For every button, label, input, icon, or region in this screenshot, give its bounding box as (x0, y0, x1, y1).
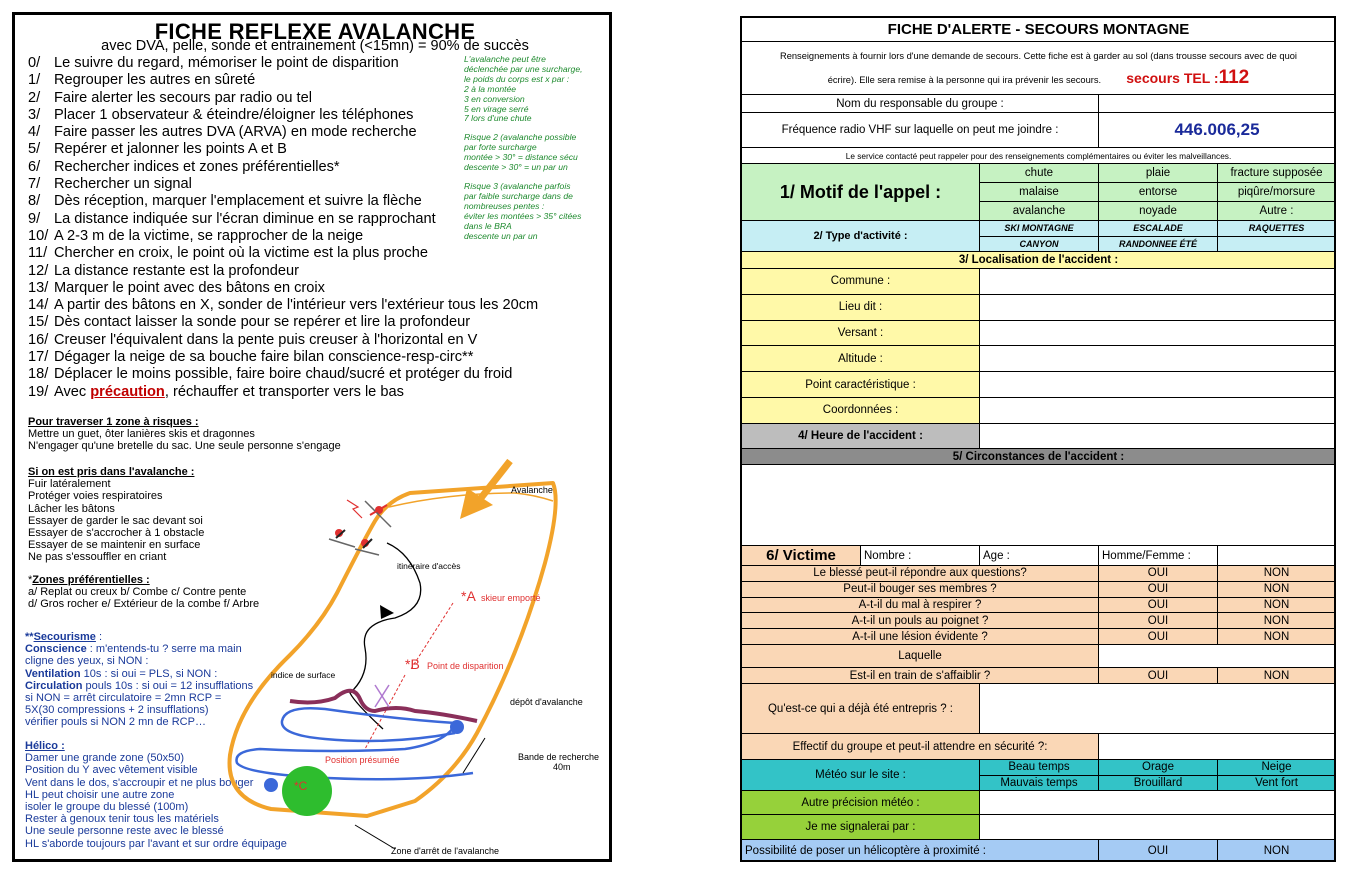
step-item (28, 366, 513, 383)
step-number: 12/ (28, 262, 49, 279)
motif-option[interactable]: fracture supposée (1218, 164, 1336, 183)
step-item (28, 384, 478, 401)
diagram-label: dépôt d'avalanche (510, 697, 583, 707)
diagram-label: *C (294, 779, 308, 793)
secours-number: 112 (1218, 66, 1250, 88)
caught-line: Essayer de se maintenir en surface (28, 539, 201, 552)
risk-line: descente > 30° = un par un (464, 162, 568, 173)
step-text: Chercher en croix, le point où la victime est la plus proche (54, 245, 428, 262)
localisation-field-label: Lieu dit : (742, 295, 980, 321)
victim-answer-oui[interactable]: OUI (1099, 598, 1218, 614)
victime-age[interactable]: Age : (980, 546, 1099, 566)
alert-sheet (740, 16, 1336, 862)
helico-title: Hélico : (25, 740, 65, 752)
diagram-label: Bande de recherche (518, 752, 600, 762)
alert-intro (742, 42, 1336, 95)
step-number: 17/ (28, 349, 49, 366)
activite-option[interactable]: RAQUETTES (1218, 221, 1336, 237)
step-number: 16/ (28, 331, 49, 348)
step-number: 18/ (28, 366, 49, 383)
step-number: 11/ (28, 245, 48, 262)
skier-icon (329, 529, 379, 555)
risk-notes (464, 55, 612, 250)
intro-line: Renseignements à fournir lors d'une demande de secours. Cette fiche est à garder au sol (dans trousse secours avec de quoi (779, 50, 1297, 61)
risk-block (464, 182, 612, 241)
victim-answer-non[interactable]: NON (1218, 629, 1336, 645)
reflex-sheet (12, 12, 612, 862)
helicoptere-question: Possibilité de poser un hélicoptère à proximité : (742, 840, 1099, 862)
step-number: 6/ (28, 158, 41, 175)
affaiblir-question: Est-il en train de s'affaiblir ? (742, 668, 1099, 684)
step-item (28, 107, 478, 124)
victim-answer-oui[interactable]: OUI (1099, 613, 1218, 629)
localisation-field-input[interactable] (980, 346, 1336, 372)
step-text: Creuser l'équivalent dans la pente puis creuser à l'horizontal en V (54, 331, 478, 348)
helico-line: Une seule personne reste avec le blessé (25, 825, 224, 838)
intro-text: écrire). Elle sera remise à la personne qui ira prévenir les secours. (827, 74, 1102, 85)
reflex-title: FICHE REFLEXE AVALANCHE (154, 19, 476, 44)
traverse-line: N'engager qu'une bretelle du sac. Une seule personne s'engage (28, 440, 341, 453)
victim-question: Peut-il bouger ses membres ? (742, 582, 1099, 598)
motif-option[interactable]: malaise (980, 183, 1099, 202)
frequence-value[interactable]: 446.006,25 (1099, 113, 1336, 148)
secourisme-colon: : (95, 631, 103, 643)
step-number: 15/ (28, 314, 49, 331)
step-text: Avec (54, 383, 91, 400)
risk-line: le poids du corps est x par : (464, 73, 570, 84)
secourisme-prefix: ** (25, 631, 34, 643)
laquelle-label: Laquelle (742, 645, 1099, 668)
avalanche-diagram (215, 443, 611, 861)
alert-title: FICHE D'ALERTE - SECOURS MONTAGNE (742, 18, 1336, 42)
risk-line: nombreuses pentes : (464, 200, 545, 211)
effectif-label: Effectif du groupe et peut-il attendre en sécurité ?: (742, 734, 1099, 760)
victim-answer-non[interactable]: NON (1218, 598, 1336, 614)
localisation-field-label: Altitude : (742, 346, 980, 372)
risk-line: descente un par un (464, 230, 538, 241)
avalanche-outline (230, 483, 556, 816)
step-number: 4/ (28, 124, 41, 141)
risk-line: 2 à la montée (464, 83, 517, 94)
secours-label: secours TEL : (1126, 69, 1219, 86)
step-text: Dégager la neige de sa bouche faire bilan conscience-resp-circ** (54, 349, 474, 366)
victime-sexe[interactable]: Homme/Femme : (1099, 546, 1218, 566)
victim-answer-non[interactable]: NON (1218, 566, 1336, 582)
step-item (28, 124, 478, 141)
victim-question: A-t-il du mal à respirer ? (742, 598, 1099, 614)
secourisme-title: Secourisme (33, 631, 96, 643)
meteo-option[interactable]: Beau temps (980, 760, 1099, 776)
activite-label: 2/ Type d'activité : (742, 221, 980, 252)
diagram-label: Zone d'arrêt de l'avalanche (391, 846, 500, 856)
secourisme-keyword: Ventilation (25, 667, 81, 680)
helico-line: Rester à genoux tenir tous les matériels (25, 813, 219, 826)
helico-line: Vent dans le dos, s'accroupir et ne plus bouger (25, 776, 254, 789)
avalanche-arrow (477, 461, 510, 503)
step-text: La distance restante est la profondeur (54, 262, 300, 279)
motif-label: 1/ Motif de l'appel : (742, 164, 980, 221)
effectif-field[interactable] (1099, 734, 1336, 760)
victim-answer-oui[interactable]: OUI (1099, 566, 1218, 582)
diagram-label: *A (461, 588, 476, 604)
victim-question: Le blessé peut-il répondre aux questions? (742, 566, 1099, 582)
circonstances-label: 5/ Circonstances de l'accident : (742, 449, 1336, 465)
intro-line-2 (828, 67, 1250, 91)
step-text: Placer 1 observateur & éteindre/éloigner les téléphones (54, 106, 414, 123)
skier-icon (347, 500, 391, 527)
traverse-line: Mettre un guet, ôter lanières skis et dragonnes (28, 428, 255, 441)
helico-line: HL s'aborde toujours par l'avant et sur ordre équipage (25, 837, 287, 850)
step-text: Faire passer les autres DVA (ARVA) en mode recherche (54, 124, 417, 141)
step-text: Déplacer le moins possible, faire boire chaud/sucré et protéger du froid (54, 366, 513, 383)
localisation-field-input[interactable] (980, 398, 1336, 424)
localisation-field-input[interactable] (980, 321, 1336, 347)
risk-line: 7 lors d'une chute (464, 113, 532, 124)
step-text: Dès contact laisser la sonde pour se repérer et lire la profondeur (54, 314, 471, 331)
autre-meteo-label: Autre précision météo : (742, 791, 980, 815)
risk-block (464, 133, 612, 173)
helico-line: Damer une grande zone (50x50) (25, 752, 184, 765)
motif-option[interactable]: plaie (1099, 164, 1218, 183)
caught-line: Ne pas s'essouffler en criant (28, 551, 167, 564)
traverse-title: Pour traverser 1 zone à risques : (28, 416, 199, 428)
step-number: 14/ (28, 297, 49, 314)
localisation-field-input[interactable] (980, 295, 1336, 321)
itinerary-arrowhead (380, 605, 394, 619)
step-item (28, 176, 478, 193)
search-band (236, 725, 473, 779)
step-item (28, 280, 478, 297)
risk-line: 3 en conversion (464, 93, 525, 104)
secourisme-keyword: Conscience (25, 643, 87, 656)
step-number: 1/ (28, 72, 41, 89)
motif-option[interactable]: entorse (1099, 183, 1218, 202)
step-item (28, 193, 478, 210)
localisation-field-label: Point caractéristique : (742, 372, 980, 398)
service-note: Le service contacté peut rappeler pour des renseignements complémentaires ou éviter les malveillances. (742, 148, 1336, 164)
victime-nombre[interactable]: Nombre : (861, 546, 980, 566)
helico-line: Position du Y avec vêtement visible (25, 764, 198, 777)
localisation-field-input[interactable] (980, 372, 1336, 398)
diagram-label: itinéraire d'accès (397, 561, 461, 571)
secourisme-text: vérifier pouls si NON 2 mn de RCP… (25, 716, 206, 729)
helico-line: HL peut choisir une autre zone (25, 788, 175, 801)
caught-line: Lâcher les bâtons (28, 502, 115, 515)
activite-option[interactable]: SKI MONTAGNE (980, 221, 1099, 237)
step-number: 9/ (28, 210, 41, 227)
search-point (450, 720, 464, 734)
diagram-label: Point de disparition (427, 661, 504, 671)
step-item (28, 314, 478, 331)
step-text: A partir des bâtons en X, sonder de l'intérieur vers l'extérieur tous les 20cm (54, 297, 539, 314)
victim-answer-oui[interactable]: OUI (1099, 629, 1218, 645)
risk-line: Risque 2 (avalanche possible (464, 132, 577, 143)
signalerai-field[interactable] (980, 815, 1336, 840)
zones-line: d/ Gros rocher e/ Extérieur de la combe f/ Arbre (28, 598, 260, 611)
diagram-label: indice de surface (271, 670, 336, 680)
caught-section (28, 466, 204, 564)
precaution-highlight: précaution (90, 383, 165, 400)
secourisme-text: 10s : si oui = PLS, si NON : (80, 667, 218, 680)
caught-line: Protéger voies respiratoires (28, 490, 163, 503)
caught-title: Si on est pris dans l'avalanche : (28, 466, 195, 478)
motif-option[interactable]: noyade (1099, 202, 1218, 221)
zones-line: a/ Replat ou creux b/ Combe c/ Contre pente (28, 586, 247, 599)
secourisme-text: 5X(30 compressions + 2 insufflations) (25, 704, 209, 717)
motif-option[interactable]: Autre : (1218, 202, 1336, 221)
step-text: Marquer le point avec des bâtons en croix (54, 279, 325, 296)
risk-line: par faible surcharge dans de (464, 190, 573, 201)
step-item (28, 211, 478, 228)
secourisme-text: : m'entends-tu ? serre ma main (86, 643, 242, 656)
activite-option[interactable]: ESCALADE (1099, 221, 1218, 237)
heure-field[interactable] (980, 424, 1336, 449)
meteo-option[interactable]: Orage (1099, 760, 1218, 776)
entrepris-field[interactable] (980, 684, 1336, 734)
step-text: Dès réception, marquer l'emplacement et suivre la flèche (54, 193, 422, 210)
risk-line: éviter les montées > 35° citées (464, 210, 582, 221)
step-item (28, 228, 478, 245)
responsable-field[interactable] (1099, 95, 1336, 113)
band-bracket (463, 738, 485, 773)
step-item (28, 263, 478, 280)
secourisme-text: cligne des yeux, si NON : (25, 655, 149, 668)
step-number: 13/ (28, 279, 49, 296)
risk-line: déclenchée par une surcharge, (464, 63, 583, 74)
localisation-field-label: Commune : (742, 269, 980, 295)
step-text: , réchauffer et transporter vers le bas (164, 383, 404, 400)
caught-line: Fuir latéralement (28, 478, 111, 491)
victim-answer-non[interactable]: NON (1218, 582, 1336, 598)
activite-option[interactable]: CANYON (980, 237, 1099, 253)
meteo-option[interactable]: Mauvais temps (980, 776, 1099, 792)
step-text: Le suivre du regard, mémoriser le point de disparition (54, 55, 399, 71)
step-text: La distance indiquée sur l'écran diminue en se rapprochant (54, 210, 436, 227)
step-item (28, 245, 478, 262)
search-point (264, 778, 278, 792)
affaiblir-oui[interactable]: OUI (1099, 668, 1218, 684)
risk-line: Risque 3 (avalanche parfois (464, 180, 571, 191)
step-item (28, 141, 478, 158)
step-item (28, 349, 478, 366)
heure-label: 4/ Heure de l'accident : (742, 424, 980, 449)
caught-line: Essayer de s'accrocher à 1 obstacle (28, 527, 205, 540)
signalerai-label: Je me signalerai par : (742, 815, 980, 840)
caught-line: Essayer de garder le sac devant soi (28, 514, 203, 527)
step-text: Rechercher un signal (54, 176, 192, 193)
risk-line: dans le BRA (464, 220, 512, 231)
diagram-label: *B (405, 656, 420, 672)
meteo-option[interactable]: Neige (1218, 760, 1336, 776)
step-item (28, 90, 478, 107)
localisation-field-label: Versant : (742, 321, 980, 347)
diagram-label: Position présumée (325, 755, 400, 765)
motif-option[interactable]: chute (980, 164, 1099, 183)
step-number: 7/ (28, 176, 41, 193)
victim-answer-oui[interactable]: OUI (1099, 582, 1218, 598)
autre-meteo-field[interactable] (980, 791, 1336, 815)
victim-question: A-t-il une lésion évidente ? (742, 629, 1099, 645)
risk-line: par forte surcharge (464, 142, 537, 153)
risk-line: montée > 30° = distance sécu (464, 152, 578, 163)
step-item (28, 55, 478, 72)
helicoptere-non[interactable]: NON (1218, 840, 1336, 862)
meteo-label: Météo sur le site : (742, 760, 980, 791)
diagram-label: Avalanche (511, 485, 553, 495)
zones-prefix: * (28, 574, 33, 586)
motif-option[interactable]: avalanche (980, 202, 1099, 221)
secourisme-text: pouls 10s : si oui = 12 insufflations (82, 679, 254, 692)
step-number: 0/ (28, 55, 41, 71)
step-item (28, 332, 478, 349)
step-number: 5/ (28, 141, 41, 158)
affaiblir-non[interactable]: NON (1218, 668, 1336, 684)
victime-sexe-field[interactable] (1218, 546, 1336, 566)
responsable-label: Nom du responsable du groupe : (742, 95, 1099, 113)
victime-label: 6/ Victime (742, 546, 861, 566)
helicoptere-oui[interactable]: OUI (1099, 840, 1218, 862)
step-item (28, 159, 478, 176)
activite-option[interactable] (1218, 237, 1336, 253)
step-text: Faire alerter les secours par radio ou tel (54, 89, 312, 106)
step-text: Repérer et jalonner les points A et B (54, 141, 287, 158)
frequence-label: Fréquence radio VHF sur laquelle on peut me joindre : (742, 113, 1099, 148)
step-number: 19/ (28, 383, 49, 400)
activite-option[interactable]: RANDONNEE ÉTÉ (1099, 237, 1218, 253)
stop-zone-pointer (355, 825, 395, 849)
diagram-label: 40m (553, 762, 571, 772)
risk-block (464, 55, 612, 124)
localisation-label: 3/ Localisation de l'accident : (742, 252, 1336, 269)
circonstances-field[interactable] (742, 465, 1336, 546)
reflex-subtitle: avec DVA, pelle, sonde et entrainement (<15mn) = 90% de succès (101, 38, 529, 54)
step-item (28, 297, 539, 314)
entrepris-label: Qu'est-ce qui a déjà été entrepris ? : (742, 684, 980, 734)
secourisme-keyword: Circulation (25, 679, 83, 692)
secourisme-text: si NON = arrêt circulatoire = 2mn RCP = (25, 692, 222, 705)
step-text: Regrouper les autres en sûreté (54, 72, 256, 89)
risk-line: L'avalanche peut être (464, 54, 546, 64)
meteo-option[interactable]: Brouillard (1099, 776, 1218, 792)
victim-question: A-t-il un pouls au poignet ? (742, 613, 1099, 629)
step-item (28, 72, 478, 89)
zones-title: Zones préférentielles : (32, 574, 150, 586)
meteo-option[interactable]: Vent fort (1218, 776, 1336, 792)
step-number: 3/ (28, 106, 41, 123)
laquelle-field[interactable] (1099, 645, 1336, 668)
helico-line: isoler le groupe du blessé (100m) (25, 801, 189, 814)
step-number: 8/ (28, 193, 41, 210)
step-number: 10/ (28, 227, 49, 244)
step-text: Rechercher indices et zones préférentielles* (54, 158, 340, 175)
victim-answer-non[interactable]: NON (1218, 613, 1336, 629)
localisation-field-label: Coordonnées : (742, 398, 980, 424)
step-text: A 2-3 m de la victime, se rapprocher de la neige (54, 227, 364, 244)
risk-line: 5 en virage serré (464, 103, 529, 114)
motif-option[interactable]: piqûre/morsure (1218, 183, 1336, 202)
diagram-label: skieur emporté (481, 593, 541, 603)
localisation-field-input[interactable] (980, 269, 1336, 295)
step-number: 2/ (28, 89, 41, 106)
